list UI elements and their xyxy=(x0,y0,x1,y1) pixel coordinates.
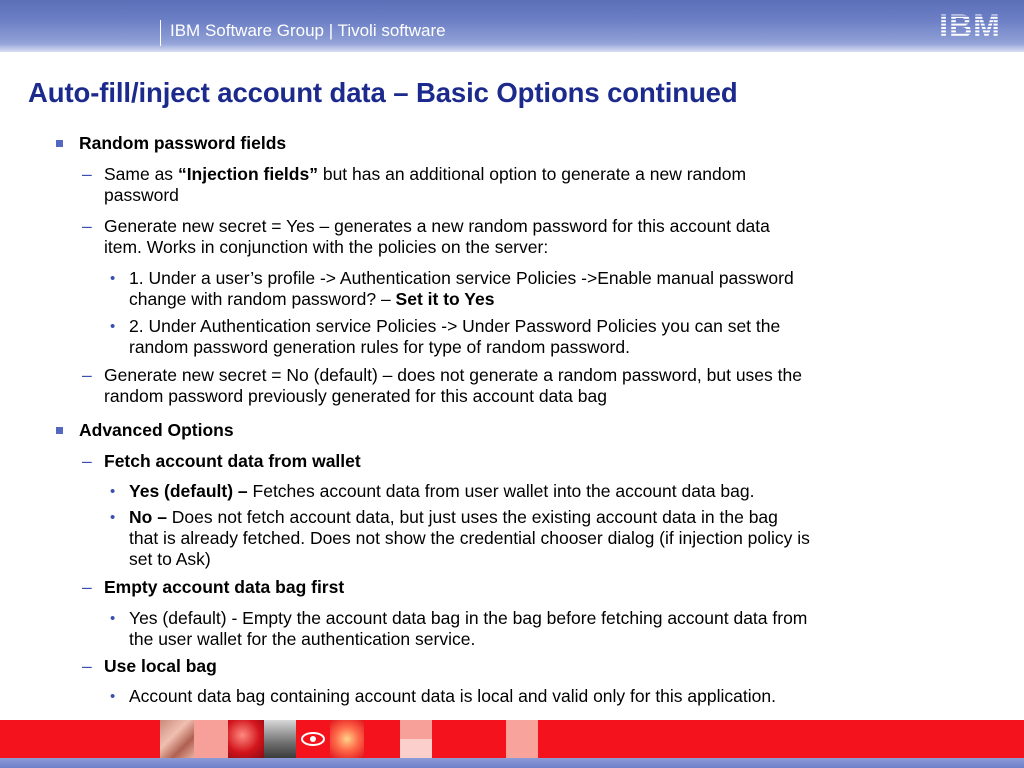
policy2-line1: 2. Under Authentication service Policies -> Under Password Policies you can set the xyxy=(129,316,781,336)
footer-blue-bar xyxy=(0,758,1024,768)
header-fade xyxy=(0,44,1024,52)
header-bar xyxy=(0,0,1024,52)
gen-no-line2: random password previously generated for this account data bag xyxy=(104,386,607,406)
empty-line1: Yes (default) - Empty the account data bag in the bag before fetching account data from xyxy=(129,608,808,628)
dot-bullet-icon: • xyxy=(110,509,116,526)
footer-image-tile xyxy=(194,720,228,758)
local-line: Account data bag containing account data is local and valid only for this application. xyxy=(129,686,776,706)
dash-bullet-icon: – xyxy=(82,216,92,236)
dot-bullet-icon: • xyxy=(110,688,116,705)
gen-yes-line2: item. Works in conjunction with the policies on the server: xyxy=(104,237,549,257)
ibm-logo-text: IBM xyxy=(939,10,1001,40)
policy1-line1: 1. Under a user’s profile -> Authentication service Policies ->Enable manual password xyxy=(129,268,794,288)
dot-bullet-icon: • xyxy=(110,483,116,500)
page-title: Auto-fill/inject account data – Basic Options continued xyxy=(28,77,738,108)
dot-bullet-icon: • xyxy=(110,610,116,627)
fetch-no-line2: that is already fetched. Does not show the credential chooser dialog (if injection policy is xyxy=(129,528,810,548)
policy1-line2: change with random password? – Set it to Yes xyxy=(129,289,495,309)
fetch-yes-line: Yes (default) – Fetches account data from user wallet into the account data bag. xyxy=(129,481,755,501)
dash-bullet-icon: – xyxy=(82,577,92,597)
footer-band xyxy=(0,720,1024,758)
gen-no-line1: Generate new secret = No (default) – does not generate a random password, but uses the xyxy=(104,365,802,385)
dash-bullet-icon: – xyxy=(82,164,92,184)
fetch-no-line3: set to Ask) xyxy=(129,549,211,569)
eye-icon xyxy=(296,720,330,758)
footer-image-tile xyxy=(160,720,194,758)
square-bullet-icon xyxy=(56,427,63,434)
dash-bullet-icon: – xyxy=(82,656,92,676)
dot-bullet-icon: • xyxy=(110,270,116,287)
same-as-line1: Same as “Injection fields” but has an additional option to generate a new random xyxy=(104,164,747,184)
policy2-line2: random password generation rules for type of random password. xyxy=(129,337,630,357)
header-group-text: IBM Software Group | Tivoli software xyxy=(170,21,446,40)
empty-heading: Empty account data bag first xyxy=(104,577,345,597)
footer-image-tile xyxy=(228,720,264,758)
same-as-line2: password xyxy=(104,185,179,205)
dot-bullet-icon: • xyxy=(110,318,116,335)
fetch-no-line1: No – Does not fetch account data, but just uses the existing account data in the bag xyxy=(129,507,778,527)
footer-image-tile xyxy=(330,720,364,758)
header-separator xyxy=(160,20,161,46)
section-heading-advanced: Advanced Options xyxy=(79,420,234,440)
footer-image-tile xyxy=(264,720,296,758)
local-heading: Use local bag xyxy=(104,656,217,676)
footer-image-tile xyxy=(506,720,538,758)
dash-bullet-icon: – xyxy=(82,365,92,385)
footer-eye-tile xyxy=(296,720,330,758)
footer-image-tile xyxy=(400,720,432,758)
dash-bullet-icon: – xyxy=(82,451,92,471)
gen-yes-line1: Generate new secret = Yes – generates a new random password for this account data xyxy=(104,216,770,236)
square-bullet-icon xyxy=(56,140,63,147)
empty-line2: the user wallet for the authentication service. xyxy=(129,629,476,649)
section-heading-random-password: Random password fields xyxy=(79,133,287,153)
ibm-logo xyxy=(934,10,1006,40)
fetch-heading: Fetch account data from wallet xyxy=(104,451,361,471)
